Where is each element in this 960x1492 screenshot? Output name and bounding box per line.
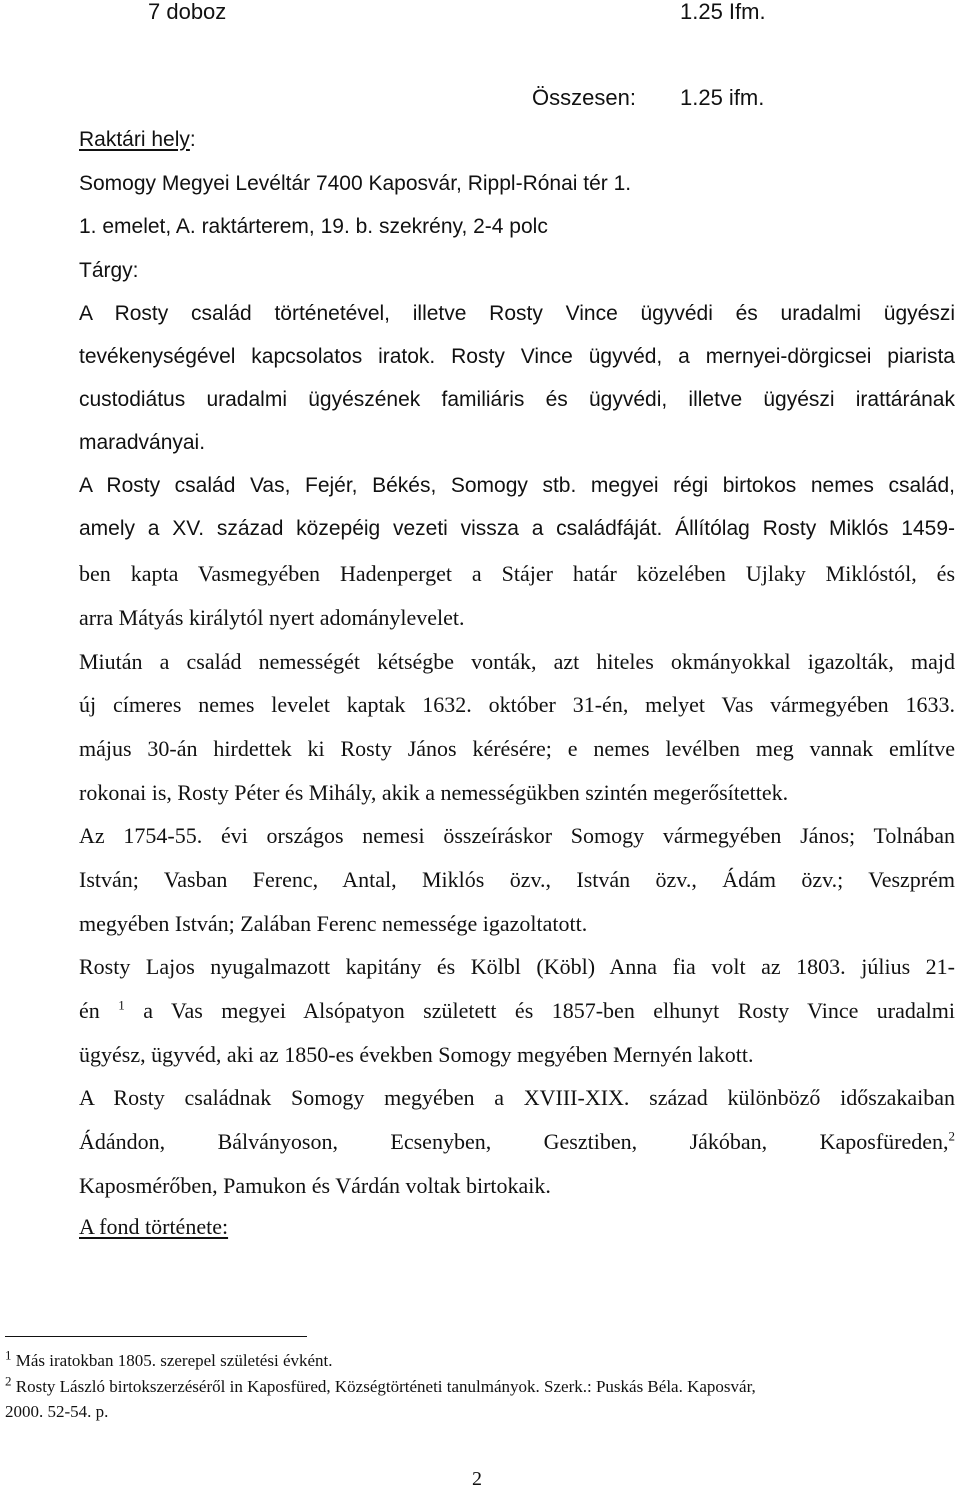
storage-line-2: 1. emelet, A. raktárterem, 19. b. szekrény, 2-4 polc xyxy=(79,215,548,238)
storage-line-1: Somogy Megyei Levéltár 7400 Kaposvár, Rippl-Rónai tér 1. xyxy=(79,172,632,195)
subject-line: Kaposmérőben, Pamukon és Várdán voltak birtokaik. xyxy=(79,1173,551,1198)
subject-line: Az 1754-55. évi országos nemesi összeíráskor Somogy vármegyében János; Tolnában xyxy=(79,823,955,848)
footnote-2-number: 2 xyxy=(5,1373,12,1389)
footnote-2-text: Rosty László birtokszerzéséről in Kaposfüred, Községtörténeti tanulmányok. Szerk.: Puskás Béla. Kaposvár, xyxy=(11,1377,756,1396)
subject-line: maradványai. xyxy=(79,431,206,454)
subject-line-en-post: a Vas megyei Alsópatyon született és 1857-ben elhunyt Rosty Vince uradalmi xyxy=(124,998,955,1023)
footnote-ref-2[interactable]: 2 xyxy=(948,1128,955,1144)
fond-history-heading-text: A fond története: xyxy=(79,1214,229,1239)
total-value: 1.25 ifm. xyxy=(680,85,765,110)
subject-line: rokonai is, Rosty Péter és Mihály, akik a nemességükben szintén megerősítettek. xyxy=(79,780,789,805)
page-number: 2 xyxy=(472,1468,482,1490)
subject-line: május 30-án hirdettek ki Rosty János kérésére; e nemes levélben meg vannak említve xyxy=(79,736,955,761)
subject-line-en-pre: én xyxy=(79,998,100,1023)
footnote-1-text: Más iratokban 1805. szerepel születési évként. xyxy=(11,1351,333,1370)
subject-line: ben kapta Vasmegyében Hadenperget a Stájer határ közelében Ujlaky Miklóstól, és xyxy=(79,561,955,586)
subject-line: amely a XV. század közepéig vezeti vissza a családfáját. Állítólag Rosty Miklós 1459- xyxy=(79,517,955,540)
subject-line-footnote-1 xyxy=(79,996,955,1026)
footnote-1-number: 1 xyxy=(5,1347,12,1363)
storage-heading-colon: : xyxy=(189,128,196,151)
subject-line: Miután a család nemességét kétségbe vonták, azt hiteles okmányokkal igazolták, majd xyxy=(79,649,955,674)
footnote-1 xyxy=(5,1347,333,1372)
total-label: Összesen: xyxy=(532,85,636,110)
subject-line: Rosty Lajos nyugalmazott kapitány és Kölbl (Köbl) Anna fia volt az 1803. július 21- xyxy=(79,954,955,979)
box-value: 1.25 Ifm. xyxy=(680,0,766,24)
box-label: 7 doboz xyxy=(148,0,227,24)
subject-line: megyében István; Zalában Ferenc nemessége igazoltatott. xyxy=(79,911,588,936)
subject-line: A Rosty család történetével, illetve Rosty Vince ügyvédi és uradalmi ügyészi xyxy=(79,302,955,325)
subject-line: arra Mátyás királytól nyert adománylevelet. xyxy=(79,605,465,630)
storage-heading-text: Raktári hely xyxy=(79,128,190,151)
storage-heading xyxy=(79,126,196,154)
subject-line: új címeres nemes levelet kaptak 1632. október 31-én, melyet Vas vármegyében 1633. xyxy=(79,692,955,717)
footnote-2-continuation: 2000. 52-54. p. xyxy=(5,1402,109,1421)
subject-line: István; Vasban Ferenc, Antal, Miklós özv., István özv., Ádám özv.; Veszprém xyxy=(79,867,955,892)
subject-line: A Rosty család Vas, Fejér, Békés, Somogy stb. megyei régi birtokos nemes család, xyxy=(79,474,955,497)
subject-heading: Tárgy: xyxy=(79,259,139,282)
footnote-ref-1[interactable]: 1 xyxy=(118,997,125,1013)
fond-history-heading xyxy=(79,1213,228,1241)
subject-line: A Rosty családnak Somogy megyében a XVIII-XIX. század különböző időszakaiban xyxy=(79,1085,955,1110)
subject-line: tevékenységével kapcsolatos iratok. Rosty Vince ügyvéd, a mernyei-dörgicsei piarista xyxy=(79,345,955,368)
subject-line: custodiátus uradalmi ügyészének familiáris és ügyvédi, illetve ügyészi irattárának xyxy=(79,388,955,411)
subject-line: ügyész, ügyvéd, aki az 1850-es években Somogy megyében Mernyén lakott. xyxy=(79,1042,754,1067)
subject-line-places: Ádándon, Bálványoson, Ecsenyben, Gesztiben, Jákóban, Kaposfüreden, xyxy=(79,1129,949,1154)
footnote-2 xyxy=(5,1373,756,1398)
subject-line-footnote-2 xyxy=(79,1127,955,1157)
footnote-separator xyxy=(5,1336,307,1337)
